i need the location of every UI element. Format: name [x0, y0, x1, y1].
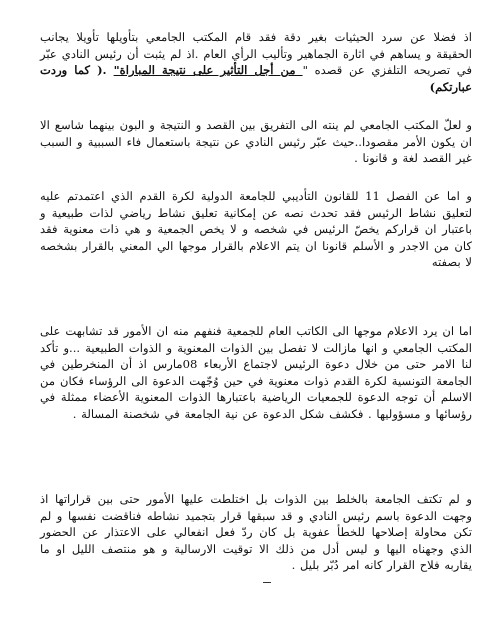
quoted-statement-highlight: من أجل التأثير على نتيجة المباراة" — [113, 63, 303, 78]
paragraph-1 — [40, 29, 472, 95]
paragraph-3: و اما عن الفصل 11 للقانون التأديبي للجامعة الدولية لكرة القدم الذي اعتمدتم عليه لتعليق نشاط الرئيس فقد تحدث نصه عن إمكانية تعليق نشاط رياضي لذات طبيعية و باعتبار ان قراركم يخصّ الرئيس في شخصه و لا يخص الجمعية و هي ذات معنوية فقد كان من الاجدر و الأسلم قانونا ان يتم الاعلام بالقرار موجها الي المعني بالقرار بشخصه لا بصفته — [40, 189, 473, 270]
paragraph-1-text: اذ فضلا عن سرد الحيثيات بغير دقة فقد قام المكتب الجامعي بتأويلها تأويلا يجانب الحقيقة و يساهم في اثارة الجماهير وتأليب الرأي العام .اذ لم يثبت أن رئيس النادي عبّر في تصريحه التلفزي عن قصده " — [40, 30, 472, 78]
paragraph-5: و لم تكتف الجامعة بالخلط بين الذوات بل اختلطت عليها الأمور حتى بين قراراتها اذ وجهت الدعوة باسم رئيس النادي و قد سبقها قرار بتجميد نشاطه فناقضت نفسها و لم تكن محاولة إصلاحها للخطأ عفوية بل كان ردّ فعل انفعالي على الاعتذار عن الحضور الذي وجهناه اليها و ليس أدل من ذلك الا توقيت الارسالية و هو منتصف الليل او ما يقاربه فلاح القرار كانه امر دُبّر بليل . — [40, 492, 472, 573]
paragraph-1-closing: .( كما وردت عبارتكم) — [40, 63, 472, 94]
pen-mark — [263, 582, 271, 583]
paragraph-2: و لعلّ المكتب الجامعي لم ينته الى التفريق بين القصد و النتيجة و البون بينهما شاسع الا ان يكون الأمر مقصودا..حيث عبّر رئيس النادي عن نتيجة باستعمال فاء السببية و السبب غير القصد لغة و قانونا . — [40, 118, 472, 166]
paragraph-4: اما ان يرد الاعلام موجها الى الكاتب العام للجمعية فنفهم منه ان الأمور قد تشابهت على المكتب الجامعي و انها مازالت لا تفصل بين الذوات المعنوية و الذوات الطبيعية ...و تأكد لنا الامر حتى من خلال دعوة الرئيس لاجتماع الأربعاء 08مارس اذ أن المنخرطين في الجامعة التونسية لكرة القدم ذوات معنوية في حين وُجّهت الدعوة الى الرؤساء فكان من الاسلم أن توجه الدعوة للجمعيات الرياضية باعتبارها الذوات المعنوية الأعضاء ممثلة في رؤسائها و مسؤوليها . فكشف شكل الدعوة عن نية الجامعة في شخصنة المسالة . — [40, 324, 473, 421]
